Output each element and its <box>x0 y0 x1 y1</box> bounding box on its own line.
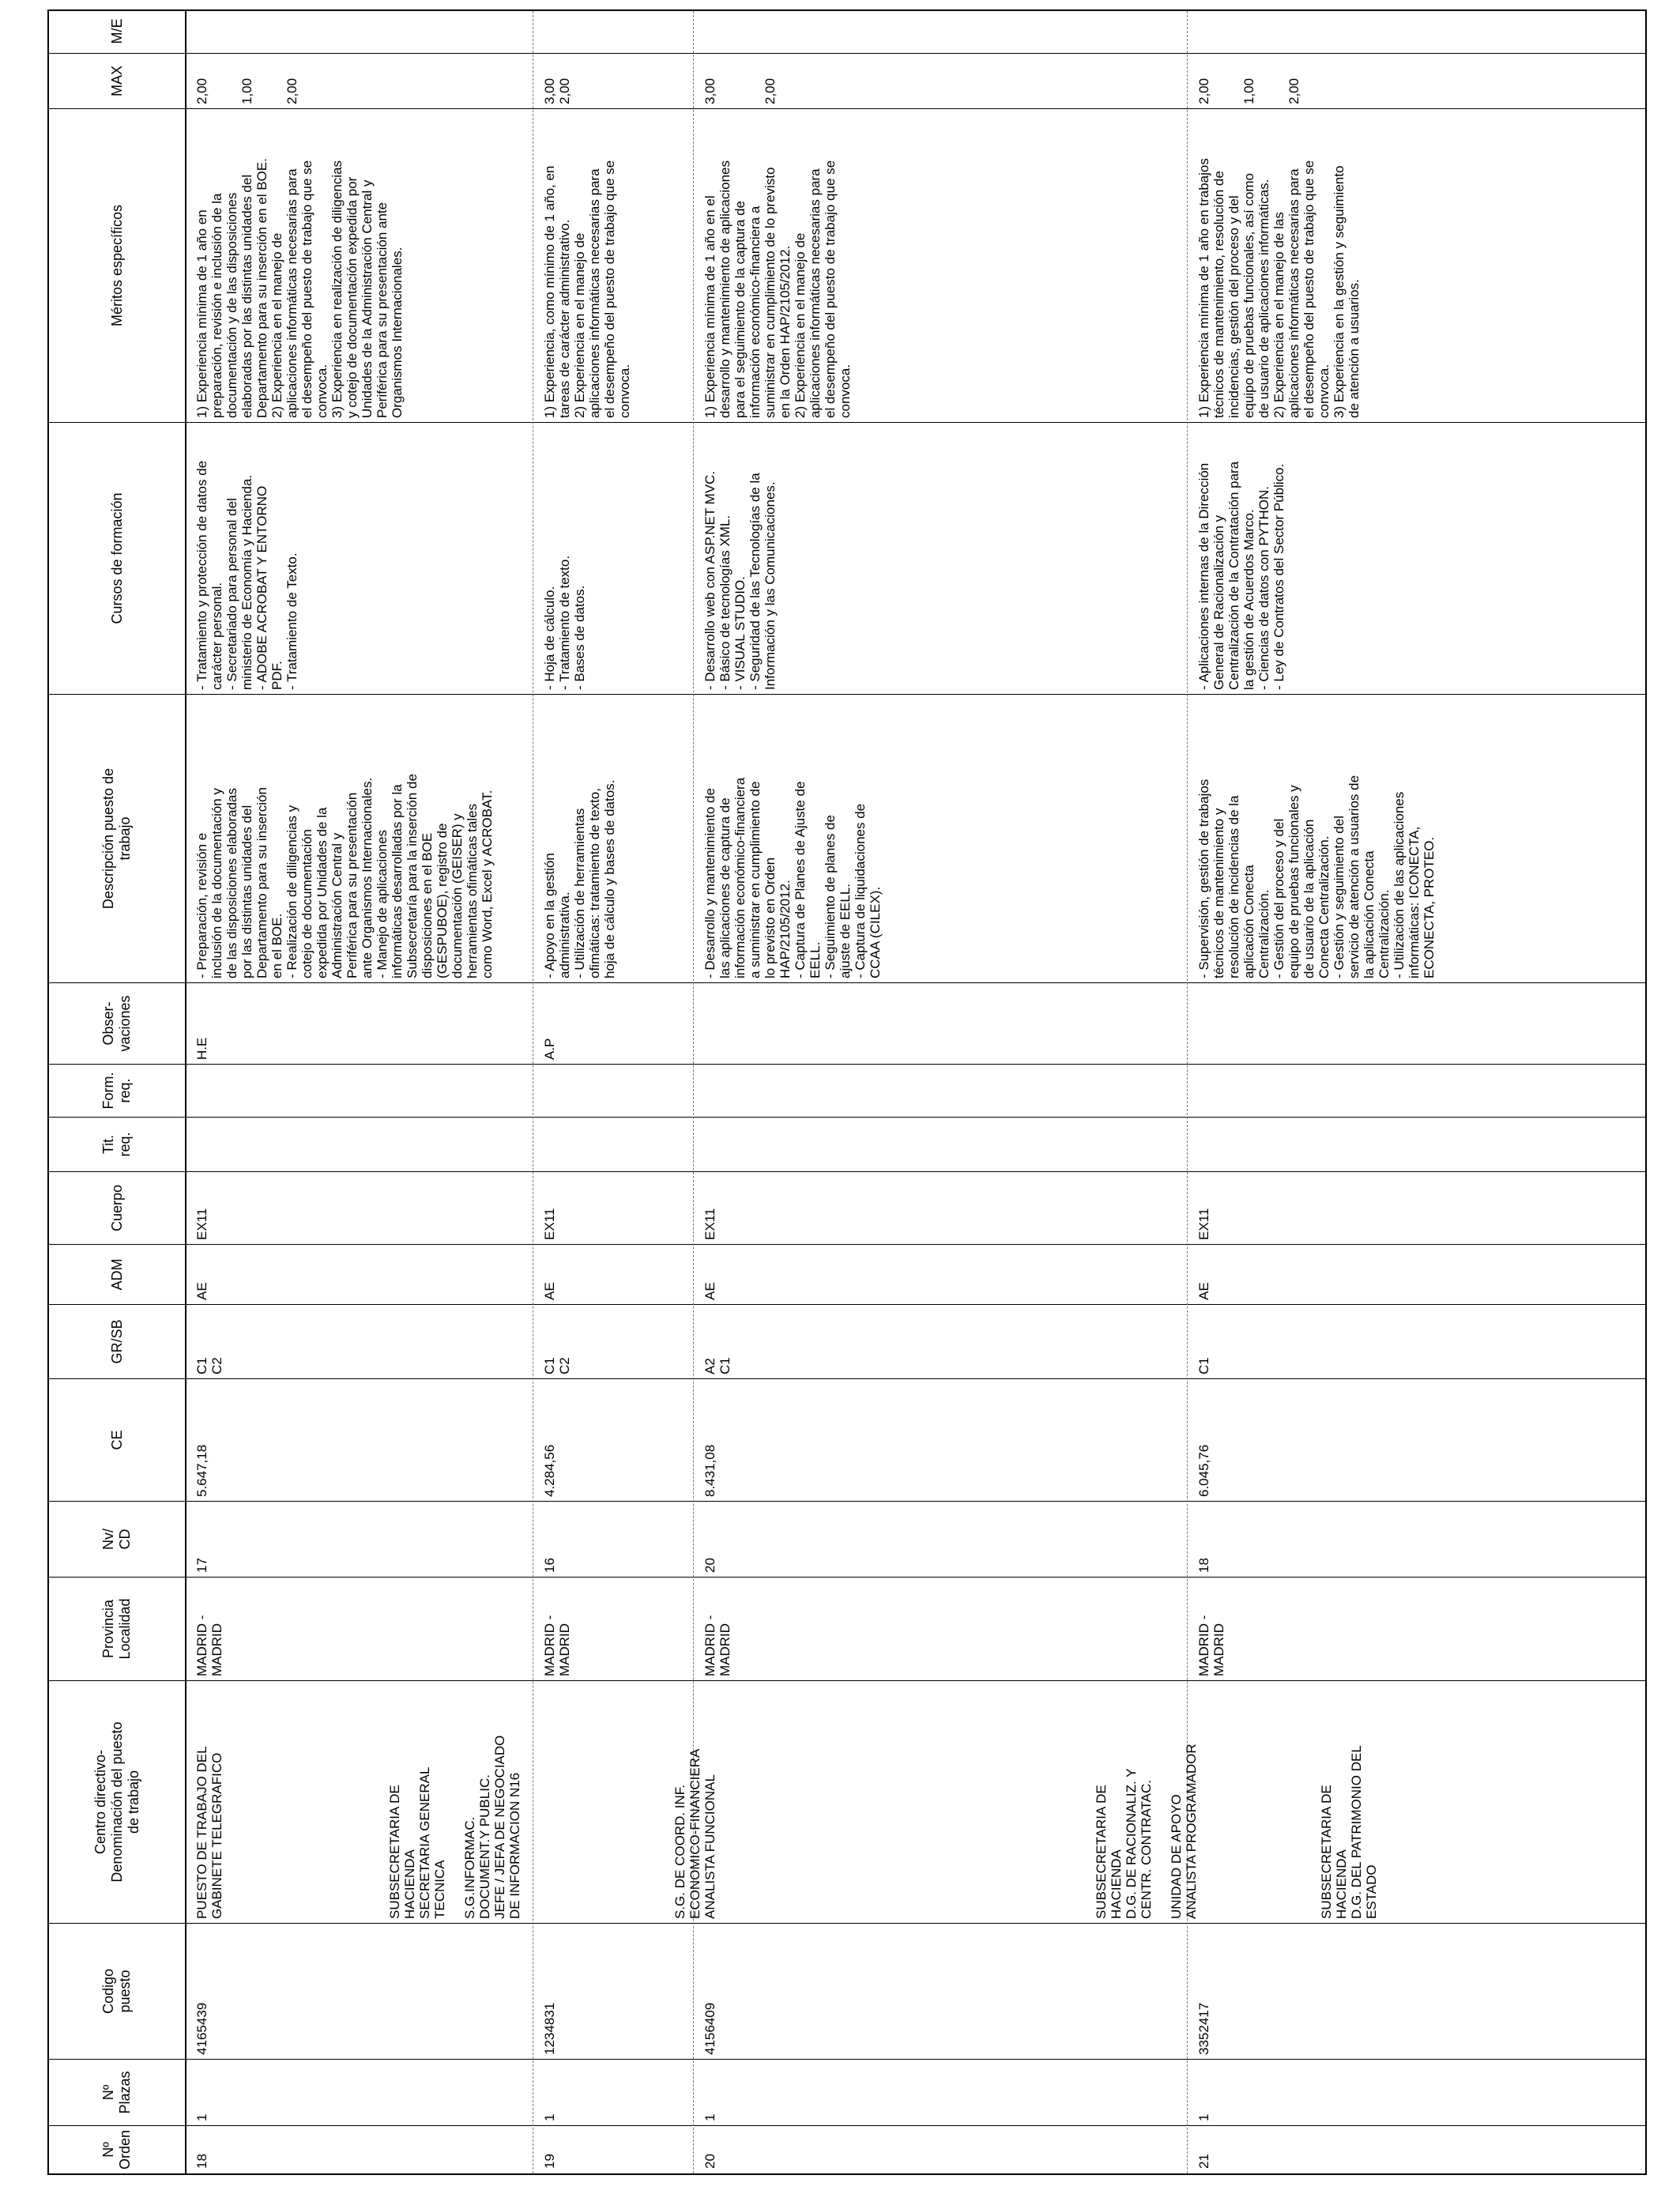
cell-plazas: 1 <box>703 2113 718 2121</box>
cell-form <box>699 1065 706 1118</box>
cell-provincia: MADRID - MADRID <box>194 1615 224 1676</box>
header-grupo: GR/SB <box>49 1305 185 1379</box>
cell-plazas: 1 <box>542 2113 557 2121</box>
cell-meritos: 1) Experiencia mínima de 1 año en preparación, revisión e inclusión de la documentación y de las disposiciones elaboradas por las distintas unidades del Departamento para su inserción en el BOE. 2) Experiencia en el manejo de aplicaciones informáticas necesarias para el desempeño del puesto de trabajo que se convoca. 3) Experiencia en realización de diligencias y cotejo de documentación expedida por Unidades de la Administración Central y Periférica para su presentación ante Organismos Internacionales. <box>194 158 405 418</box>
cell-centro: SUBSECRETARIA DE HACIENDA SECRETARIA GENERAL TECNICA S.G.INFORMAC. DOCUMENT.Y PUBLIC. JEFE / JEFA DE NEGOCIADO DE INFORMACION N16 <box>387 1735 522 1919</box>
header-plazas: Nº Plazas <box>49 2060 185 2126</box>
cell-obs <box>699 983 706 1065</box>
cell-provincia: MADRID - MADRID <box>703 1615 733 1676</box>
cell-descripcion: - Desarrollo y mantenimiento de las aplicaciones de captura de información económico-financiera a suministrar en cumplimiento de lo previsto en Orden HAP/2105/2012. - Captura de Planes de Ajuste de EELL. - Seguimiento de planes de ajuste de EELL. - Captura de liquidaciones de CCAA (CILEX). <box>703 777 883 978</box>
cell-descripcion: - Apoyo en la gestión administrativa. - Utilización de herramientas ofimáticas: tratamiento de texto, hoja de cálculo y bases de datos. <box>542 779 617 978</box>
header-provincia: Provincia Localidad <box>49 1578 185 1681</box>
cell-adm: AE <box>1196 1282 1211 1300</box>
cell-codigo: 1234831 <box>542 2002 557 2055</box>
cell-centro: S.G. DE COORD. INF. ECONOMICO-FINANCIERA ANALISTA FUNCIONAL <box>672 1748 718 1919</box>
cell-cursos: - Tratamiento y protección de datos de carácter personal. - Secretariado para personal del ministerio de Economía y Hacienda. - ADOBE ACROBAT Y ENTORNO PDF. - Tratamiento de Texto. <box>194 460 299 690</box>
cell-grupo: C1 <box>1196 1357 1211 1374</box>
cell-cuerpo: EX11 <box>1196 1208 1211 1240</box>
header-nivel: Nv/ CD <box>49 1502 185 1578</box>
cell-nivel: 16 <box>542 1558 557 1573</box>
header-ce: CE <box>49 1379 185 1502</box>
cell-orden: 19 <box>542 2154 557 2169</box>
cell-descripcion: - Preparación, revisión e inclusión de la documentación y de las disposiciones elaboradas por las distintas unidades del Departamento para su inserción en el BOE. - Realización de diligencias y cotejo de documentación expedida por Unidades de la Administración Central y Periférica para su presentación ante Organismos Internacionales. - Manejo de aplicaciones informáticas desarrolladas por la Subsecretaría para la inserción de disposiciones en el BOE (GESPUBOE), registro de documentación (GEISER) y herramientas ofimáticas tales como Word, Excel y ACROBAT. <box>194 774 495 978</box>
cell-codigo: 3352417 <box>1196 2002 1211 2055</box>
header-form: Form. req. <box>49 1065 185 1118</box>
cell-descripcion: - Supervisión, gestión de trabajos técnicos de mantenimiento y resolución de incidencias de la aplicación Conecta Centralización. - Gestión del proceso y del equipo de pruebas funcionales y de usuario de la aplicación Conecta Centralización. - Gestión y seguimiento del servicio de atención a usuarios de la aplicación Conecta Centralización. - Utilización de las aplicaciones informáticas: ICONECTA, ECONECTA, PROTEO. <box>1196 775 1437 978</box>
cell-max: 3,00 2,00 <box>542 77 572 104</box>
cell-max: 2,00 1,00 2,00 <box>194 77 299 104</box>
header-cuerpo: Cuerpo <box>49 1172 185 1245</box>
cell-ce: 5.647,18 <box>194 1444 209 1497</box>
cell-orden: 18 <box>194 2154 209 2169</box>
cell-obs <box>1193 983 1200 1065</box>
cell-grupo: C1 C2 <box>542 1357 572 1374</box>
cell-ce: 6.045,76 <box>1196 1444 1211 1497</box>
cell-obs: A.P <box>542 1038 557 1060</box>
header-me: M/E <box>49 9 185 54</box>
cell-centro: SUBSECRETARIA DE HACIENDA D.G. DE RACIONALIZ. Y CENTR. CONTRATAC. UNIDAD DE APOYO ANALISTA PROGRAMADOR SUBSECRETARIA DE HACIENDA D.G. DEL PATRIMONIO DEL ESTADO <box>1094 1744 1379 1919</box>
header-cursos: Cursos de formación <box>49 423 185 695</box>
cell-ce: 8.431,08 <box>703 1444 718 1497</box>
cell-max: 3,00 2,00 <box>703 77 778 104</box>
cell-tit <box>1193 1118 1200 1172</box>
cell-provincia: MADRID - MADRID <box>542 1615 572 1676</box>
cell-plazas: 1 <box>194 2113 209 2121</box>
cell-cuerpo: EX11 <box>194 1208 209 1240</box>
cell-adm: AE <box>703 1282 718 1300</box>
header-meritos: Méritos específicos <box>49 109 185 423</box>
cell-cursos: - Aplicaciones internas de la Dirección General de Racionalización y Centralización de la Contratación para la gestión de Acuerdos Marco. - Ciencias de datos con PYTHON. - Ley de Contratos del Sector Público. <box>1196 461 1286 690</box>
cell-form <box>539 1065 545 1118</box>
cell-form <box>1193 1065 1200 1118</box>
header-tit: Tit. req. <box>49 1118 185 1172</box>
header-adm: ADM <box>49 1245 185 1305</box>
cell-adm: AE <box>542 1282 557 1300</box>
cell-codigo: 4165439 <box>194 2002 209 2055</box>
cell-orden: 20 <box>703 2154 718 2169</box>
header-obs: Obser- vaciones <box>49 983 185 1065</box>
cell-meritos: 1) Experiencia mínima de 1 año en el desarrollo y mantenimiento de aplicaciones para el seguimiento de la captura de información económico-financiera a suministrar en cumplimiento de lo previsto en la Orden HAP/2105/2012. 2) Experiencia en el manejo de aplicaciones informáticas necesarias para el desempeño del puesto de trabajo que se convoca. <box>703 160 853 418</box>
header-max: MAX <box>49 54 185 109</box>
cell-grupo: A2 C1 <box>703 1357 733 1374</box>
header-codigo: Codigo puesto <box>49 1924 185 2060</box>
cell-tit <box>191 1118 198 1172</box>
cell-ce: 4.284,56 <box>542 1444 557 1497</box>
cell-cuerpo: EX11 <box>703 1208 718 1240</box>
cell-provincia: MADRID - MADRID <box>1196 1615 1226 1676</box>
cell-grupo: C1 C2 <box>194 1357 224 1374</box>
header-orden: Nº Orden <box>100 2129 133 2170</box>
cell-tit <box>539 1118 545 1172</box>
cell-orden: 21 <box>1196 2154 1211 2169</box>
cell-adm: AE <box>194 1282 209 1300</box>
cell-centro: PUESTO DE TRABAJO DEL GABINETE TELEGRAFICO <box>194 1746 224 1919</box>
cell-meritos: 1) Experiencia, como mínimo de 1 año, en tareas de carácter administrativo. 2) Experiencia en el manejo de aplicaciones informáticas necesarias para el desempeño del puesto de trabajo que se convoca. <box>542 160 632 418</box>
cell-cursos: - Hoja de cálculo. - Tratamiento de texto. - Bases de datos. <box>542 555 587 690</box>
header-centro: Centro directivo- Denominación del puesto de trabajo <box>49 1681 185 1924</box>
cell-obs: H.E <box>194 1037 209 1060</box>
cell-max: 2,00 1,00 2,00 <box>1196 77 1301 104</box>
cell-nivel: 17 <box>194 1558 209 1573</box>
cell-plazas: 1 <box>1196 2113 1211 2121</box>
header-descripcion: Descripción puesto de trabajo <box>49 695 185 983</box>
vacancy-table <box>47 9 1647 2175</box>
cell-cuerpo: EX11 <box>542 1208 557 1240</box>
cell-tit <box>699 1118 706 1172</box>
cell-codigo: 4156409 <box>703 2002 718 2055</box>
cell-nivel: 20 <box>703 1558 718 1573</box>
cell-nivel: 18 <box>1196 1558 1211 1573</box>
cell-meritos: 1) Experiencia mínima de 1 año en trabajos técnicos de mantenimiento, resolución de incidencias, gestión del proceso y del equipo de pruebas funcionales, así como de usuario de aplicaciones informáticas. 2) Experiencia en el manejo de las aplicaciones informáticas necesarias para el desempeño del puesto de trabajo que se convoca. 3) Experiencia en la gestión y seguimiento de atención a usuarios. <box>1196 158 1362 418</box>
cell-form <box>191 1065 198 1118</box>
cell-cursos: - Desarrollo web con ASP.NET MVC. - Básico de tecnologías XML. - VISUAL STUDIO. - Seguridad de las Tecnologías de la Información y las Comunicaciones. <box>703 470 778 690</box>
